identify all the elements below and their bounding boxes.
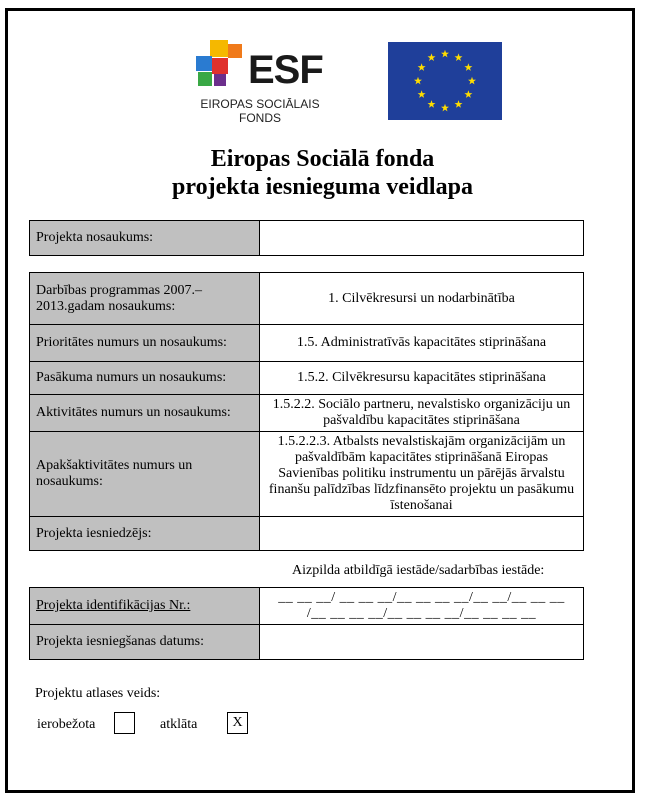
measure-label: Pasākuma numurs un nosaukums:: [30, 362, 260, 395]
programme-table: [29, 272, 584, 551]
applicant-label: Projekta iesniedzējs:: [30, 517, 260, 551]
activity-label: Aktivitātes numurs un nosaukums:: [30, 395, 260, 432]
table-row: [30, 625, 584, 660]
option-open-checkbox[interactable]: X: [227, 712, 248, 734]
submission-date-label: Projekta iesniegšanas datums:: [30, 625, 260, 660]
project-id-line1: __ __ __/ __ __ __/__ __ __ __/__ __/__ __ __: [278, 590, 565, 605]
project-name-row: [30, 221, 584, 256]
title-line1: Eiropas Sociālā fonda: [210, 146, 435, 172]
subactivity-value: 1.5.2.2.3. Atbalsts nevalstiskajām organizācijām un pašvaldībām kapacitātes stiprināšanā Eiropas Savienības politiku instrumentu un pārējās ārvalstu finanšu palīdzības līdzfinansēto projektu un pasākumu īstenošanai: [260, 432, 584, 517]
priority-label: Prioritātes numurs un nosaukums:: [30, 325, 260, 362]
project-name-table: [29, 220, 584, 256]
programme-value: 1. Cilvēkresursi un nodarbinātība: [260, 273, 584, 325]
project-id-line2: /__ __ __ __/__ __ __ __/__ __ __ __: [306, 606, 537, 621]
option-limited-checkbox[interactable]: [114, 712, 135, 734]
submission-date-field[interactable]: [260, 625, 584, 660]
esf-subtitle: [190, 97, 330, 125]
esf-subtitle-line2: FONDS: [239, 111, 281, 125]
table-row: [30, 362, 584, 395]
eu-flag-icon: [388, 42, 502, 120]
title-line2: projekta iesnieguma veidlapa: [172, 174, 473, 200]
priority-value: 1.5. Administratīvās kapacitātes stiprināšana: [260, 325, 584, 362]
project-id-field[interactable]: [260, 588, 584, 625]
measure-value: 1.5.2. Cilvēkresursu kapacitātes stiprināšana: [260, 362, 584, 395]
page-title: [0, 145, 645, 201]
table-row: [30, 395, 584, 432]
agency-note: Aizpilda atbildīgā iestāde/sadarbības iestāde:: [292, 563, 545, 578]
programme-label: Darbības programmas 2007.–2013.gadam nosaukums:: [30, 273, 260, 325]
esf-subtitle-line1: EIROPAS SOCIĀLAIS: [200, 97, 320, 111]
option-open-label: atklāta: [160, 717, 198, 732]
header-logos: [140, 38, 520, 138]
agency-table: [29, 587, 584, 660]
activity-value: 1.5.2.2. Sociālo partneru, nevalstisko organizāciju un pašvaldību kapacitātes stiprināšana: [260, 395, 584, 432]
subactivity-label: Apakšaktivitātes numurs un nosaukums:: [30, 432, 260, 517]
project-id-label-text: Projekta identifikācijas Nr.:: [36, 598, 191, 613]
project-name-label: Projekta nosaukums:: [30, 221, 260, 256]
option-limited-label: ierobežota: [37, 717, 96, 732]
project-id-label: [30, 588, 260, 625]
esf-squares-icon: [190, 40, 250, 90]
esf-wordmark: ESF: [248, 48, 323, 92]
table-row: [30, 588, 584, 625]
selection-title: Projektu atlases veids:: [35, 686, 161, 701]
project-name-field[interactable]: [260, 221, 584, 256]
table-row: [30, 517, 584, 551]
esf-logo: [190, 40, 330, 138]
table-row: [30, 325, 584, 362]
table-row: [30, 273, 584, 325]
applicant-field[interactable]: [260, 517, 584, 551]
table-row: [30, 432, 584, 517]
